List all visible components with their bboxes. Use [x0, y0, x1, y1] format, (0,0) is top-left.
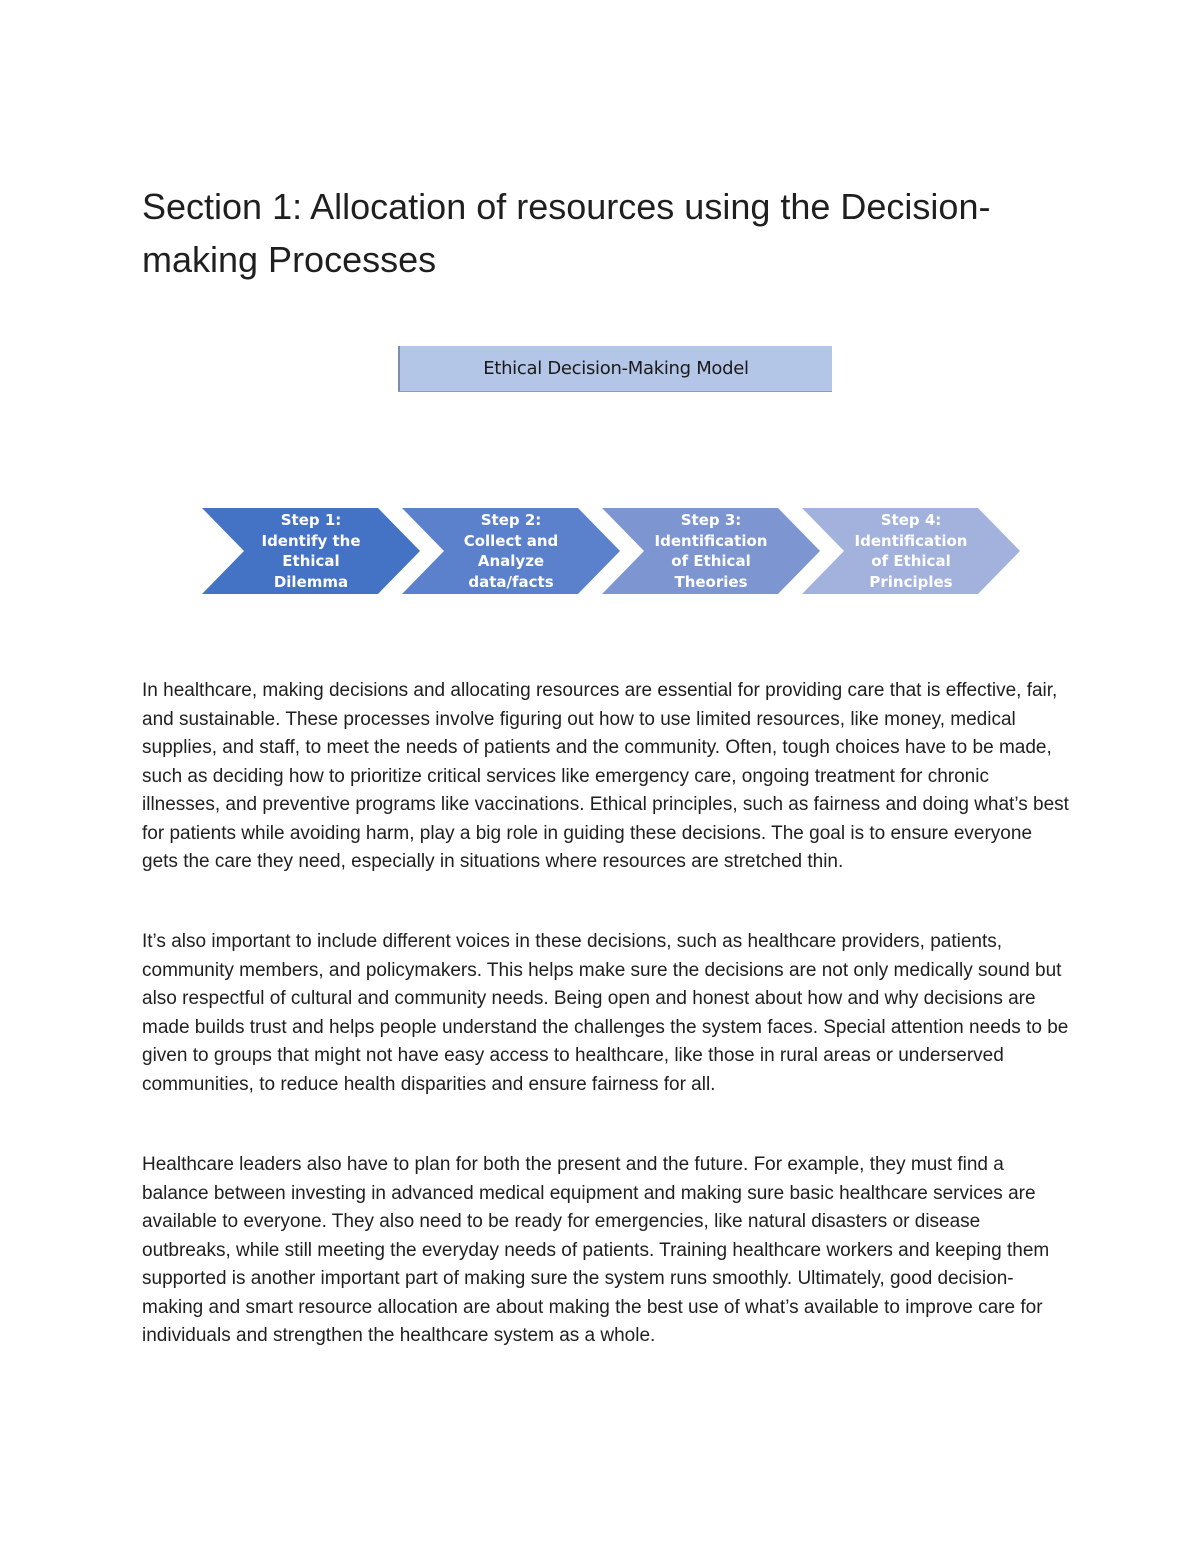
step-3-label: Step 3: Identification of Ethical Theories: [654, 511, 768, 591]
step-1-label-box: [236, 506, 386, 596]
step-4-label-box: [836, 506, 986, 596]
step-1-label: Step 1: Identify the Ethical Dilemma: [261, 511, 361, 591]
section-title: Section 1: Allocation of resources using the Decision-making Processes: [142, 186, 991, 280]
step-2-label-box: [436, 506, 586, 596]
step-3-label-box: [636, 506, 786, 596]
step-4-label: Step 4: Identification of Ethical Principles: [854, 511, 968, 591]
body-paragraph-2: It’s also important to include different voices in these decisions, such as healthcare providers, patients, community members, and policymakers. This helps make sure the decisions are not only medically sound but also respectful of cultural and community needs. Being open and honest about how and why decisions are made builds trust and helps people understand the challenges the system faces. Special attention needs to be given to groups that might not have easy access to healthcare, like those in rural areas or underserved communities, to reduce health disparities and ensure fairness for all.: [142, 931, 1069, 1095]
step-chevron-diagram: [200, 506, 1022, 596]
step-2-label: Step 2: Collect and Analyze data/facts: [463, 511, 559, 591]
model-header-box: [398, 346, 832, 392]
model-header-label: Ethical Decision-Making Model: [483, 358, 749, 379]
body-paragraph-3: Healthcare leaders also have to plan for both the present and the future. For example, they must find a balance between investing in advanced medical equipment and making sure basic healthcare services are available to everyone. They also need to be ready for emergencies, like natural disasters or disease outbreaks, while still meeting the everyday needs of patients. Training healthcare workers and keeping them supported is another important part of making sure the system runs smoothly. Ultimately, good decision-making and smart resource allocation are about making the best use of what’s available to improve care for individuals and strengthen the healthcare system as a whole.: [142, 1154, 1050, 1346]
body-paragraph-1: In healthcare, making decisions and allocating resources are essential for providing care that is effective, fair, and sustainable. These processes involve figuring out how to use limited resources, like money, medical supplies, and staff, to meet the needs of patients and the community. Often, tough choices have to be made, such as deciding how to prioritize critical services like emergency care, ongoing treatment for chronic illnesses, and preventive programs like vaccinations. Ethical principles, such as fairness and doing what’s best for patients while avoiding harm, play a big role in guiding these decisions. The goal is to ensure everyone gets the care they need, especially in situations where resources are stretched thin.: [142, 680, 1069, 872]
